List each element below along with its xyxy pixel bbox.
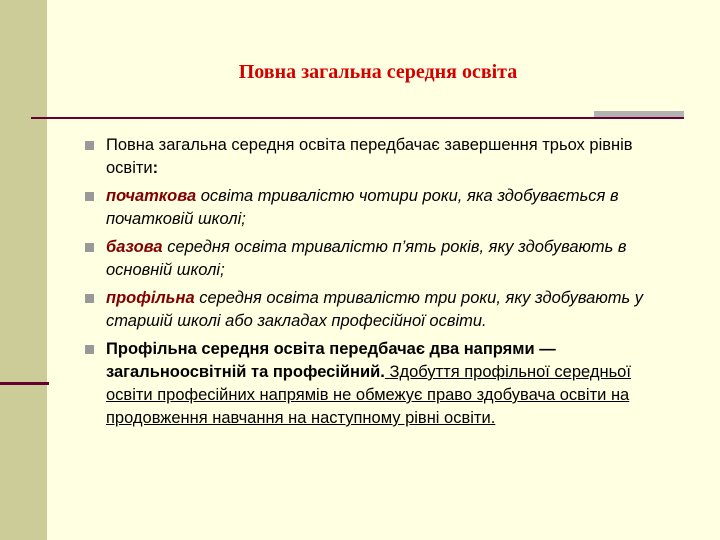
bullet-item-directions — [84, 338, 674, 430]
square-bullet-icon — [85, 294, 94, 303]
bullet-suffix: : — [152, 159, 159, 177]
left-bar-accent-line — [0, 382, 49, 385]
bullet-bold-text: Профільна середня освіта передбачає два напрями — загальноосвітній та професійний. — [106, 340, 556, 381]
square-bullet-icon — [85, 243, 94, 252]
bullet-text: середня освіта тривалістю п’ять років, яку здобувають в основній школі; — [106, 238, 627, 279]
bullet-text: освіта тривалістю чотири роки, яка здобувається в початковій школі; — [106, 187, 619, 228]
bullet-underlined-text: Здобуття профільної середньої освіти професійних напрямів не обмежує право здобувача освіти на продовження навчання на наступному рівні освіти. — [106, 363, 631, 427]
bullet-term: базова — [106, 238, 163, 256]
bullet-term: початкова — [106, 187, 197, 205]
bullet-item-profile — [84, 287, 674, 333]
bullet-term: профільна — [106, 289, 195, 307]
bullet-text: середня освіта тривалістю три роки, яку здобувають у старшій школі або закладах професійної освіти. — [106, 289, 644, 330]
bullet-item-primary — [84, 185, 674, 231]
square-bullet-icon — [85, 192, 94, 201]
square-bullet-icon — [85, 345, 94, 354]
title-rule — [31, 117, 684, 119]
slide-title: Повна загальна середня освіта — [238, 61, 518, 83]
bullet-list — [84, 134, 674, 435]
bullet-text: Повна загальна середня освіта передбачає завершення трьох рівнів освіти — [106, 136, 633, 177]
bullet-item-intro — [84, 134, 674, 180]
bullet-item-basic — [84, 236, 674, 282]
square-bullet-icon — [85, 141, 94, 150]
